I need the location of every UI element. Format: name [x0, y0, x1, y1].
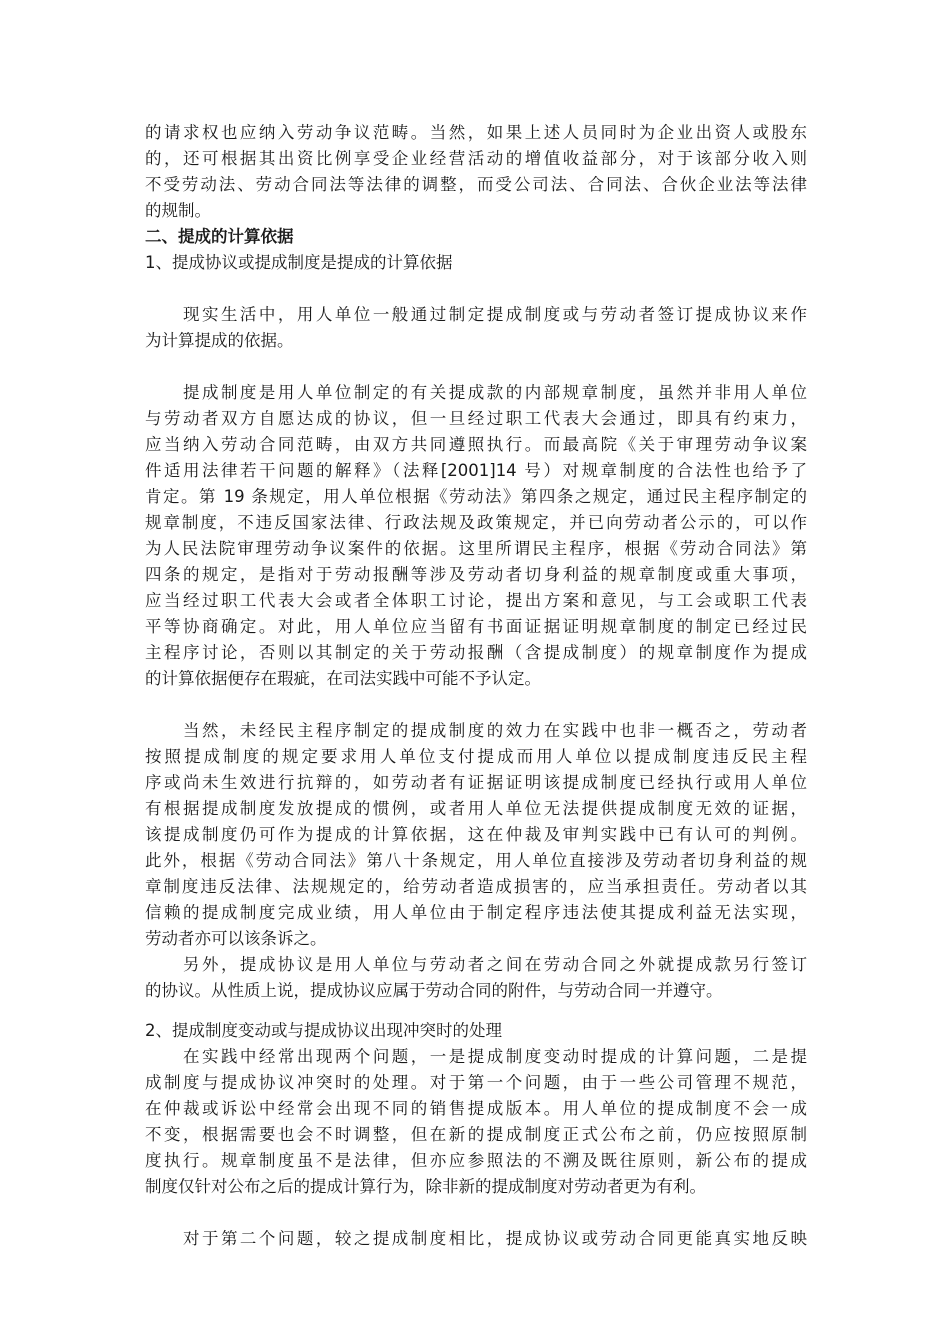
- paragraph: [145, 380, 807, 692]
- text-line: 序或尚未生效进行抗辩的，如劳动者有证据证明该提成制度已经执行或用人单位: [145, 773, 807, 792]
- text-line: 为计算提成的依据。: [145, 331, 294, 350]
- paragraph: [145, 718, 807, 952]
- paragraph-spacer: [145, 1200, 807, 1226]
- text-line: 另外，提成协议是用人单位与劳动者之间在劳动合同之外就提成款另行签订: [145, 955, 807, 974]
- document-page: [145, 120, 807, 1252]
- paragraph-spacer: [145, 276, 807, 302]
- text-line: 不受劳动法、劳动合同法等法律的调整，而受公司法、合同法、合伙企业法等法律: [145, 175, 807, 194]
- text-line: 平等协商确定。对此，用人单位应当留有书面证据证明规章制度的制定已经过民: [145, 617, 807, 636]
- text-line: 现实生活中，用人单位一般通过制定提成制度或与劳动者签订提成协议来作: [145, 305, 807, 324]
- paragraph: [145, 120, 807, 224]
- subsection-heading: [145, 1018, 807, 1044]
- text-line: 件适用法律若干问题的解释》（法释[2001]14 号）对规章制度的合法性也给予了: [145, 461, 807, 480]
- text-line: 主程序讨论，否则以其制定的关于劳动报酬（含提成制度）的规章制度作为提成: [145, 643, 807, 662]
- text-line: 在实践中经常出现两个问题，一是提成制度变动时提成的计算问题，二是提: [145, 1047, 807, 1066]
- text-line: 的，还可根据其出资比例享受企业经营活动的增值收益部分，对于该部分收入则: [145, 149, 807, 168]
- text-line: 二、提成的计算依据: [145, 227, 294, 246]
- text-line: 在仲裁或诉讼中经常会出现不同的销售提成版本。用人单位的提成制度不会一成: [145, 1099, 807, 1118]
- text-line: 应当经过职工代表大会或者全体职工讨论，提出方案和意见，与工会或职工代表: [145, 591, 807, 610]
- text-line: 2、提成制度变动或与提成协议出现冲突时的处理: [145, 1021, 502, 1040]
- text-line: 此外，根据《劳动合同法》第八十条规定，用人单位直接涉及劳动者切身利益的规: [145, 851, 807, 870]
- section-heading: [145, 224, 807, 250]
- text-line: 劳动者亦可以该条诉之。: [145, 929, 327, 948]
- paragraph: [145, 1044, 807, 1200]
- text-line: 应当纳入劳动合同范畴，由双方共同遵照执行。而最高院《关于审理劳动争议案: [145, 435, 807, 454]
- subsection-heading: [145, 250, 807, 276]
- text-line: 1、提成协议或提成制度是提成的计算依据: [145, 253, 453, 272]
- text-line: 成制度与提成协议冲突时的处理。对于第一个问题，由于一些公司管理不规范，: [145, 1073, 807, 1092]
- text-line: 按照提成制度的规定要求用人单位支付提成而用人单位以提成制度违反民主程: [145, 747, 807, 766]
- text-line: 度执行。规章制度虽不是法律，但亦应参照法的不溯及既往原则，新公布的提成: [145, 1151, 807, 1170]
- paragraph: [145, 302, 807, 354]
- text-line: 提成制度是用人单位制定的有关提成款的内部规章制度，虽然并非用人单位: [145, 383, 807, 402]
- paragraph-spacer: [145, 354, 807, 380]
- text-line: 当然，未经民主程序制定的提成制度的效力在实践中也非一概否之，劳动者: [145, 721, 807, 740]
- text-line: 章制度违反法律、法规规定的，给劳动者造成损害的，应当承担责任。劳动者以其: [145, 877, 807, 896]
- paragraph: [145, 952, 807, 1004]
- text-line: 的规制。: [145, 201, 211, 220]
- text-line: 制度仅针对公布之后的提成计算行为，除非新的提成制度对劳动者更为有利。: [145, 1177, 706, 1196]
- text-line: 该提成制度仍可作为提成的计算依据，这在仲裁及审判实践中已有认可的判例。: [145, 825, 807, 844]
- paragraph-spacer: [145, 1004, 807, 1018]
- text-line: 规章制度，不违反国家法律、行政法规及政策规定，并已向劳动者公示的，可以作: [145, 513, 807, 532]
- text-line: 四条的规定，是指对于劳动报酬等涉及劳动者切身利益的规章制度或重大事项，: [145, 565, 807, 584]
- paragraph-spacer: [145, 692, 807, 718]
- text-line: 对于第二个问题，较之提成制度相比，提成协议或劳动合同更能真实地反映: [145, 1229, 807, 1248]
- text-line: 的请求权也应纳入劳动争议范畴。当然，如果上述人员同时为企业出资人或股东: [145, 123, 807, 142]
- text-line: 的协议。从性质上说，提成协议应属于劳动合同的附件，与劳动合同一并遵守。: [145, 981, 723, 1000]
- text-line: 不变，根据需要也会不时调整，但在新的提成制度正式公布之前，仍应按照原制: [145, 1125, 807, 1144]
- text-line: 肯定。第 19 条规定，用人单位根据《劳动法》第四条之规定，通过民主程序制定的: [145, 487, 807, 506]
- text-line: 有根据提成制度发放提成的惯例，或者用人单位无法提供提成制度无效的证据，: [145, 799, 807, 818]
- text-line: 与劳动者双方自愿达成的协议，但一旦经过职工代表大会通过，即具有约束力，: [145, 409, 807, 428]
- paragraph: [145, 1226, 807, 1252]
- text-line: 为人民法院审理劳动争议案件的依据。这里所谓民主程序，根据《劳动合同法》第: [145, 539, 807, 558]
- text-line: 信赖的提成制度完成业绩，用人单位由于制定程序违法使其提成利益无法实现，: [145, 903, 807, 922]
- text-line: 的计算依据便存在瑕疵，在司法实践中可能不予认定。: [145, 669, 541, 688]
